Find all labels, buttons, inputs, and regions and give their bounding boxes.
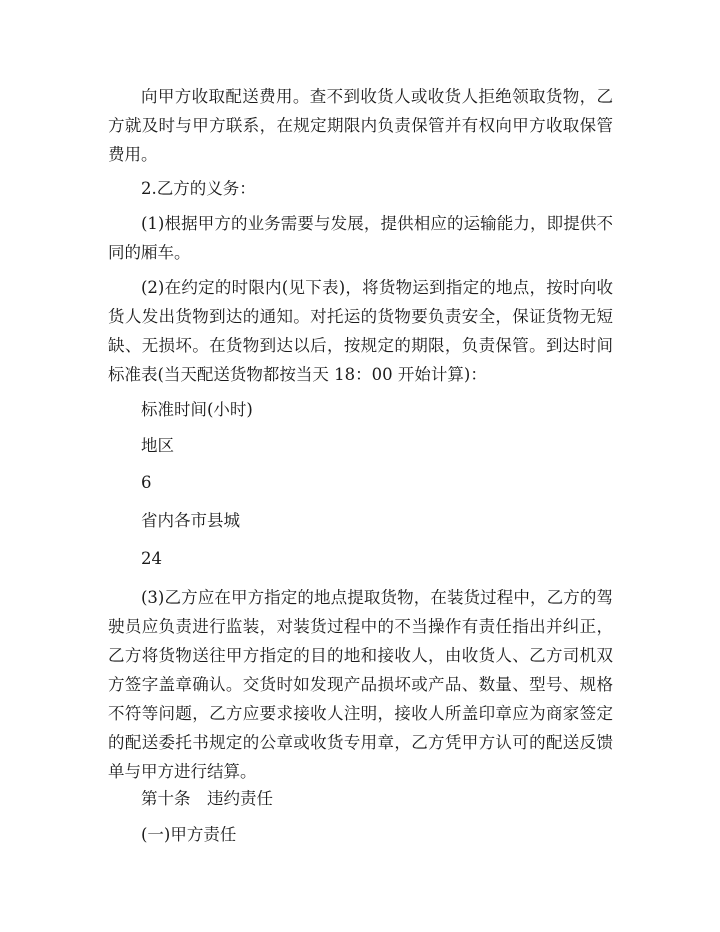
table-header-region: 地区 [141, 436, 174, 455]
table-header-standard-time: 标准时间(小时) [141, 400, 253, 419]
table-cell-hours-6: 6 [141, 473, 152, 492]
table-cell-hours-24: 24 [141, 549, 162, 568]
heading-obligations-of-party-b: 2.乙方的义务： [141, 179, 256, 198]
heading-article-10: 第十条 违约责任 [141, 789, 273, 808]
paragraph-item-1: (1)根据甲方的业务需要与发展，提供相应的运输能力，即提供不同的厢车。 [108, 214, 613, 262]
table-cell-region-counties: 省内各市县城 [141, 511, 240, 530]
paragraph-item-3: (3)乙方应在甲方指定的地点提取货物，在装货过程中，乙方的驾驶员应负责进行监装，对装货过程中的不当操作有责任指出并纠正，乙方将货物送往甲方指定的目的地和接收人，由收货人、乙方司机双方签字盖章确认。交货时如发现产品损坏或产品、数量、型号、规格不符等问题，乙方应要求接收人注明，接收人所盖印章应为商家签定的配送委托书规定的公章或收货专用章，乙方凭甲方认可的配送反馈单与甲方进行结算。 [108, 588, 613, 781]
paragraph-delivery-fee: 向甲方收取配送费用。查不到收货人或收货人拒绝领取货物，乙方就及时与甲方联系，在规定期限内负责保管并有权向甲方收取保管费用。 [108, 87, 613, 164]
paragraph-item-2: (2)在约定的时限内(见下表)，将货物运到指定的地点，按时向收货人发出货物到达的通知。对托运的货物要负责安全，保证货物无短缺、无损坏。在货物到达以后，按规定的期限，负责保管。到达时间标准表(当天配送货物都按当天 18：00 开始计算)： [108, 278, 613, 384]
heading-party-a-liability: (一)甲方责任 [141, 825, 237, 844]
